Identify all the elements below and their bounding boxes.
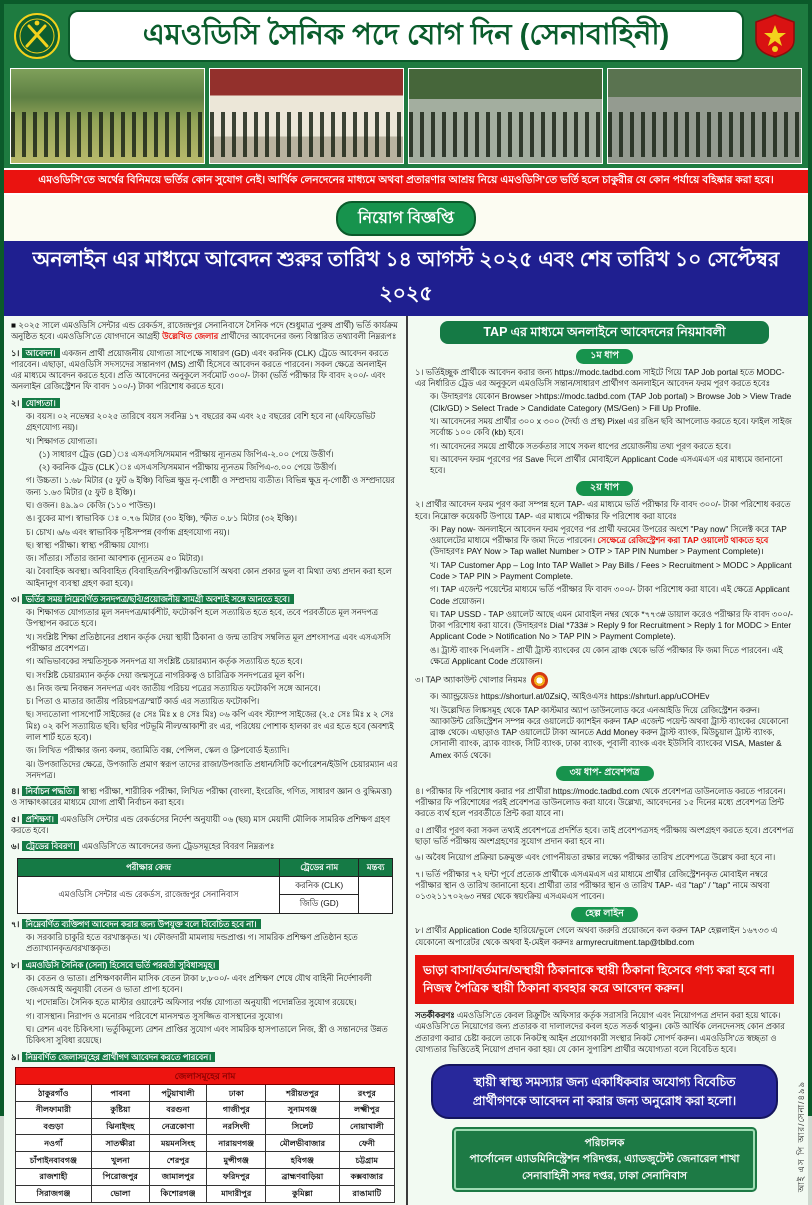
- district-cell: ঝিনাইদহ: [91, 1118, 149, 1135]
- table-row: [15, 1101, 394, 1118]
- district-cell: ভোলা: [91, 1185, 149, 1202]
- district-cell: পিরোজপুর: [91, 1169, 149, 1186]
- signature-box: [454, 1129, 754, 1190]
- photo-soldiers-training-field: [10, 68, 205, 164]
- rule-3-text: ৩। TAP অ্যাকাউন্ট খোলার নিয়মঃ: [415, 674, 527, 685]
- district-cell: রংপুর: [339, 1085, 395, 1102]
- district-cell: সাতক্ষীরা: [91, 1135, 149, 1152]
- step-2-pill: ২য় ধাপ: [576, 481, 633, 496]
- section-6-trades: [11, 841, 399, 914]
- section-5-training: [11, 814, 399, 837]
- district-cell: ঢাকা: [207, 1085, 266, 1102]
- signature-directorate: পার্সোনেল এ্যাডমিনিস্ট্রেশন পরিদপ্তর, এ্যাডজুটেন্ট জেনারেল শাখা: [469, 1153, 740, 1166]
- district-cell: লক্ষ্মীপুর: [339, 1101, 395, 1118]
- table-row: [15, 1135, 394, 1152]
- district-cell: নীলফামারী: [15, 1101, 91, 1118]
- section-title: নির্বাচন পদ্ধতি।: [22, 786, 79, 796]
- signature-headquarters: সেনাবাহিনী সদর দপ্তর, ঢাকা সেনানিবাস: [522, 1169, 687, 1182]
- eligibility-item: জ। সাঁতার। সাঁতার জানা আবশ্যক (ন্যূনতম ৫০ মিটার)।: [26, 553, 204, 564]
- document-item: জ। লিখিত পরীক্ষার জন্য কলম, জ্যামিতি বক্স, পেন্সিল, স্কেল ও ক্লিপবোর্ড ইত্যাদি।: [26, 745, 290, 756]
- section-body: এমওডিসি'তে আবেদনের জন্য ট্রেডসমূহের বিবরণ নিম্নরূপঃ: [81, 841, 275, 852]
- table-row: [15, 1185, 394, 1202]
- district-cell: রাঙামাটি: [339, 1185, 395, 1202]
- district-cell: সুনামগঞ্জ: [266, 1101, 339, 1118]
- rule-2-subitem: ঘ। TAP USSD - TAP ওয়ালেট আছে এমন মোবাইল নম্বর থেকে *৭৭৩# ডায়াল করেও পরীক্ষার ফি বাবদ ৩০০/- টাকা পরিশোধ করা যাবে। (উদাহরণঃ Dial *733# > Reply 9 for Recruitment > Reply 1 for MODC > Enter Applicant Code > Notification No > TAP PIN > Payment Complete).: [430, 608, 793, 642]
- exam-center-cell: এমওডিসি সেন্টার এন্ড রেকর্ডস, রাজেন্দ্রপুর সেনানিবাস: [17, 876, 279, 913]
- rule-1-subitem: খ। আবেদনের সময় প্রার্থীর ৩০০ x ৩০০ (দৈর্ঘ্য ও প্রস্থ) Pixel এর রঙিন ছবি আপলোড করতে হবে। ফাইল সাইজ সর্বোচ্চ ১০০ কেবি (kb) হবে।: [430, 416, 792, 438]
- paynow-example: (উদাহরণঃ PAY Now > Tap wallet Number > OTP > TAP PIN Number > Payment Complete)।: [430, 546, 764, 557]
- eligibility-item: ঘ। ওজন। ৪৯.৯০ কেজি (১১০ পাউন্ড)।: [26, 499, 156, 510]
- page-title-box: [68, 10, 744, 62]
- eligibility-item: ঝ। বৈবাহিক অবস্থা। অবিবাহিত (বিবাহিত/বিপত্নীক/ডিভোর্সি অথবা কোন প্রকার ভুল বা মিথ্যা তথ্য প্রদান করা হলে আইনানুগ ব্যবস্থা গ্রহণ করা হবে)।: [26, 566, 392, 588]
- district-table-header: জেলাসমূহের নাম: [15, 1067, 394, 1084]
- district-cell: মুন্সীগঞ্জ: [207, 1152, 266, 1169]
- photo-soldiers-parade-formation: [408, 68, 603, 164]
- eligibility-item: ছ। স্বাস্থ্য পরীক্ষা। স্বাস্থ্য পরীক্ষায় যোগ্য।: [26, 539, 149, 550]
- district-cell: বগুড়া: [15, 1118, 91, 1135]
- body-columns: [4, 316, 808, 1205]
- benefit-item: খ। পদোন্নতি। সৈনিক হতে মাস্টার ওয়ারেন্ট অফিসার পর্যন্ত যোগ্যতা অনুযায়ী পদোন্নতির সুযোগ রয়েছে।: [26, 997, 357, 1008]
- education-items: [11, 449, 399, 474]
- section-9-districts: [11, 1052, 399, 1203]
- table-row: [15, 1169, 394, 1186]
- section-title: যোগ্যতা।: [22, 398, 60, 408]
- education-item: (১) সাধারণ ট্রেড (GD)ঃ এসএসসি/সমমান পরীক্ষায় ন্যূনতম জিপিএ-২.০০ পেয়ে উত্তীর্ণ।: [39, 448, 334, 459]
- health-ineligibility-blue-box: স্থায়ী স্বাস্থ্য সমস্যার জন্য একাধিকবার অযোগ্য বিবেচিত প্রার্থীগণকে আবেদন না করার জন্য অনুরোধ করা হলো।: [431, 1064, 777, 1119]
- section-number: ৯।: [11, 1051, 20, 1062]
- district-cell: মৌলভীবাজার: [266, 1135, 339, 1152]
- document-items: [11, 607, 399, 781]
- section-2-eligibility: [11, 398, 399, 589]
- section-number: ২।: [11, 397, 20, 408]
- district-cell: হবিগঞ্জ: [266, 1152, 339, 1169]
- rule-3-subitems: [415, 691, 794, 761]
- district-cell: পাবনা: [91, 1085, 149, 1102]
- section-title-bar: এমওডিসি সৈনিক (সেনা) হিসেবে ভর্তি পরবর্তী সুবিধাসমূহ।: [22, 960, 220, 970]
- document-item: গ। অভিভাবকের সম্মতিসূচক সনদপত্র যা সংশ্লিষ্ট চেয়ারম্যান কর্তৃক সত্যায়িত হতে হবে।: [26, 656, 303, 667]
- rule-7: ৭। ভর্তি পরীক্ষার ৭২ ঘন্টা পূর্বে প্রত্যেক প্রার্থীকে এসএমএস এর মাধ্যমে প্রার্থীর রেজিস্ট্রেশনকৃত মোবাইল নম্বরে পরীক্ষার স্থান ও তারিখ জানানো হবে। প্রার্থীরা তার পরীক্ষার স্থান ও তারিখ TAP- এর "tap" / "tap" নামে অথবা ০১৩২১১৭০২৬৩ নম্বর থেকে স্বয়ংক্রিয় এসএমএস পাবেন।: [415, 868, 770, 902]
- caution-paragraph: [415, 1010, 794, 1055]
- eligibility-items-2: [11, 475, 399, 589]
- table-row: [15, 1152, 394, 1169]
- district-cell: সিলেট: [266, 1118, 339, 1135]
- benefit-item: ক। বেতন ও ভাতা। প্রশিক্ষণকালীন মাসিক বেতন টাকা ৮,৮০০/- এবং প্রশিক্ষণ শেষে যৌথ বাহিনী নির্দেশাবলী জেএসআই অনুযায়ী বেতন ও ভাতা প্রাপ্য হবেন।: [26, 972, 372, 995]
- document-item: ঝ। উপজাতিদের ক্ষেত্রে, উপজাতি প্রমাণ স্বরূপ তাদের রাজা/উপজাতি প্রধান/সিটি কর্পোরেশন/ইউপি চেয়ারম্যান এর সনদপত্র।: [26, 758, 398, 780]
- section-number: ৩।: [11, 593, 20, 604]
- rule-3-subitem: খ। উল্লেখিত লিঙ্কসমূহ থেকে TAP কাস্টমার অ্যাপ ডাউনলোড করে এনআইডি দিয়ে রেজিস্ট্রেশন করুন। অ্যাকাউন্ট রেজিস্ট্রেশন সম্পন্ন করে ওয়ালেটে ক্যাশইন করুন TAP এজেন্ট পয়েন্ট অথবা ট্রাস্ট ব্যাংকের যেকোনো ব্রাঞ্চ থেকে। এছাড়াও TAP ওয়ালেটে টাকা আনতে Add Money করুন ট্রাস্ট ব্যাংক, মিউচুয়াল ট্রাস্ট ব্যাংক, সোনালী ব্যাংক, ব্র্যাক ব্যাংক, সিটি ব্যাংক, ঢাকা ব্যাংক, পূবালী ব্যাংক এবং ইউসিবি ব্যাংকের VISA, Master & Amex কার্ড থেকে।: [430, 704, 789, 760]
- district-cell: ফরিদপুর: [207, 1169, 266, 1186]
- section-7-ineligible: [11, 919, 399, 955]
- document-item: চ। পিতা ও মাতার জাতীয় পরিচয়পত্র/স্মার্ট কার্ড এর সত্যায়িত ফটোকপি।: [26, 696, 260, 707]
- helpline-pill: হেল্প লাইন: [571, 907, 638, 922]
- rule-4: ৪। পরীক্ষার ফি পরিশোধ করার পর প্রার্থীরা https://modc.tadbd.com থেকে প্রবেশপত্র ডাউনলোড করতে পারবেন। পরীক্ষার ফি পরিশোধের পরই প্রবেশপত্র ডাউনলোড করা যাবে। উল্লেখ্য, আবেদনের ১৫ দিনের মধ্যে প্রবেশপত্র প্রিন্ট করতে ব্যর্থ হলে পরবর্তীতে প্রিন্ট করা যাবে না।: [415, 785, 786, 819]
- section-title: ট্রেডের বিবরণ।: [22, 841, 80, 851]
- photo-strip: [4, 68, 808, 168]
- right-column: [406, 316, 808, 1205]
- district-cell: গাজীপুর: [207, 1101, 266, 1118]
- remark-cell: [359, 876, 393, 913]
- section-title: প্রশিক্ষণ।: [22, 814, 58, 824]
- eligibility-item: গ। উচ্চতা। ১.৬৮ মিটার (৫ ফুট ৬ ইঞ্চি) বিভিন্ন ক্ষুদ্র নৃ-গোষ্ঠী ও সম্প্রদায় ব্যতীত। বিভিন্ন ক্ষুদ্র নৃ-গোষ্ঠী ও সম্প্রদায়ের জন্য ১.৬৩ মিটার (৫ ফুট ৪ ইঞ্চি)।: [26, 475, 395, 497]
- rule-1: ১। ভর্তিইচ্ছুক প্রার্থীকে আবেদন করার জন্য https://modc.tadbd.com সাইটে গিয়ে TAP Job portal হতে MODC-এর নির্ধারিত ট্রেড এর অনুকূলে এমওডিসি সন্তান/সাধারণ প্রার্থীগণ অনলাইনে আবেদন ফরম পূরণ করতে হবেঃ: [415, 366, 785, 389]
- caution-label: সতর্কীকরণঃ: [415, 1010, 455, 1021]
- army-red-crest-icon: [752, 13, 798, 59]
- section-title-bar: নিম্নেবর্ণিত ব্যক্তিগণ আবেদন করার জন্য উপযুক্ত বলে বিবেচিত হবে না।: [22, 919, 261, 929]
- trade-table: [17, 858, 393, 914]
- section-number: ৭।: [11, 918, 20, 929]
- trade-cell-clk: করনিক (CLK): [280, 876, 359, 894]
- rule-2-subitem: গ। TAP এজেন্ট পয়েন্টের মাধ্যমে ভর্তি পরীক্ষার ফি বাবদ ৩০০/- টাকা পরিশোধ করা যাবে। এই ক্ষেত্রে Applicant Code প্রয়োজন।: [430, 584, 790, 606]
- district-cell: বরগুনা: [149, 1101, 207, 1118]
- recruitment-notice-pill: নিয়োগ বিজ্ঞপ্তি: [336, 201, 476, 236]
- permanent-address-red-notice: ভাড়া বাসা/বর্তমান/অস্থায়ী ঠিকানাকে স্থায়ী ঠিকানা হিসেবে গণ্য করা হবে না। নিজস্ব পৈত্রিক স্থায়ী ঠিকানা ব্যবহার করে আবেদন করুন।: [415, 955, 794, 1004]
- district-cell: খুলনা: [91, 1152, 149, 1169]
- section-number: ১।: [11, 347, 20, 358]
- benefit-item: ঘ। রেশন এবং চিকিৎসা। ভর্তুকিমূল্যে রেশন প্রাপ্তির সুযোগ এবং সামরিক হাসপাতালে নিজ, স্ত্রী ও সন্তানদের উন্নত চিকিৎসা সুবিধা রয়েছে।: [26, 1024, 388, 1046]
- ineligible-items-line: ক। সরকারি চাকুরি হতে বরখাস্তকৃত। খ। ফৌজদারী মামলায় দন্ডপ্রাপ্ত। গ। সামরিক প্রশিক্ষণ প্রতিষ্ঠান হতে প্রত্যাখ্যানকৃত/বরখাস্তকৃত।: [26, 932, 358, 954]
- district-cell: নওগাঁ: [15, 1135, 91, 1152]
- army-crossed-swords-emblem-icon: [14, 13, 60, 59]
- trade-cell-gd: জিডি (GD): [280, 895, 359, 913]
- section-body: একজন প্রার্থী প্রয়োজনীয় যোগ্যতা সাপেক্ষে সাধারণ (GD) এবং করনিক (CLK) ট্রেডে আবেদন করতে পারবেন। এছাড়া, এমওডিসি সদস্যদের সন্তানগণ (MS) প্রার্থী হিসেবে আবেদন করতে পারবেন। সকল ক্ষেত্রে অনলাইন এর মাধ্যমে আবেদন করতে হবে। প্রতি আবেদনের অনুকূলে সর্বমোট ৩০০/- টাকা (ভর্তি পরীক্ষার ফি বাবদ ২০০/- এবং অনলাইন রেজিস্ট্রেশন ফি বাবদ ১০০/-) টাকা পরিশোধ করতে হবে।: [11, 347, 389, 392]
- rule-2-subitem: খ। TAP Customer App – Log Into TAP Wallet > Pay Bills / Fees > Recruitment > MODC > Applicant Code > TAP PIN > Payment Complete.: [430, 559, 792, 582]
- table-row: [15, 1085, 394, 1102]
- tap-logo-icon: [531, 672, 548, 689]
- section-number: ৪।: [11, 786, 20, 797]
- rule-3: [415, 672, 794, 689]
- district-table: [15, 1067, 395, 1203]
- section-body: এমওডিসি সেন্টার এন্ড রেকর্ডসের নির্দেশ অনুযায়ী ০৬ (ছয়) মাস মেয়াদী মৌলিক সামরিক প্রশিক্ষণ গ্রহণ করতে হবে।: [11, 813, 390, 835]
- rule-1-subitem: গ। আবেদনের সময়ে প্রার্থীকে সতর্কতার সাথে সকল ধাপের প্রয়োজনীয় তথ্য পূরণ করতে হবে।: [430, 440, 731, 451]
- section-1-application: [11, 348, 399, 393]
- rule-1-subitem: ঘ। আবেদন ফরম পূরণের পর Save দিলে প্রার্থীর মোবাইলে Applicant Code এসএমএস এর মাধ্যমে জানানো হবে।: [430, 453, 783, 476]
- rule-2-paynow: [415, 524, 794, 558]
- benefit-items: [11, 973, 399, 1047]
- ispr-reference-note: আই এস পি আর/সেনা/৪৯৯: [796, 1081, 807, 1193]
- intro-bullet: ■: [11, 320, 17, 330]
- district-cell: রাজশাহী: [15, 1169, 91, 1186]
- rule-1-subitems: [415, 391, 794, 476]
- intro-text-highlight: উল্লেখিত জেলার: [162, 331, 219, 342]
- rule-6: ৬। অবৈধ নিয়োগ প্রক্রিয়া চক্রমুক্ত এবং গোপনীয়তা রক্ষার লক্ষ্যে পরীক্ষার তারিখ প্রবেশপত্রে উল্লেখ করা হবে না।: [415, 852, 776, 863]
- tap-instructions-title: TAP এর মাধ্যমে অনলাইনে আবেদনের নিয়মাবলী: [440, 321, 768, 344]
- district-cell: শরীয়তপুর: [266, 1085, 339, 1102]
- step-1-pill: ১ম ধাপ: [576, 349, 633, 364]
- eligibility-items: [11, 411, 399, 447]
- caution-body: এমওডিসি'তে কেবল রিক্রুটিং অফিসার কর্তৃক সরাসরি নিয়োগ এবং নিয়োগপত্র প্রদান করা হয়ে থাকে। এমওডিসি'তে নিয়োগের জন্য প্রতারক বা দালালদের কবল হতে সতর্ক থাকুন। কেউ আর্থিক লেনদেনসহ কোন প্রকার প্রতারণা করার চেষ্টা করলে তাকে নিকটস্থ আইন প্রয়োগকারী সংস্থার নিকট সোপর্দ করুন। এমওডিসি'তে স্বচ্ছতা ও যোগ্যতার ভিত্তিতেই নিয়োগ প্রদান করা হয়। যে কোন সুপারিশ প্রার্থীর অযোগ্যতা বলে বিবেচিত হবে।: [415, 1010, 785, 1054]
- district-cell: নারায়ণগঞ্জ: [207, 1135, 266, 1152]
- trade-table-header-trade: ট্রেডের নাম: [280, 858, 359, 876]
- district-cell: চট্টগ্রাম: [339, 1152, 395, 1169]
- header: [4, 4, 808, 68]
- paynow-text: ক। Pay now- অনলাইনে আবেদন ফরম পূরণের পর প্রার্থী ফরমের উপরের অংশে "Pay now" সিলেক্ট করে TAP ওয়ালেটের মাধ্যমে পরীক্ষার ফি জমা দিতে পারবেন।: [430, 523, 787, 546]
- intro-paragraph: [11, 320, 399, 343]
- benefit-item: গ। বাসস্থান। নিরাপদ ও মনোরম পরিবেশে মানসম্মত সুসজ্জিত বাসস্থানের সুযোগ।: [26, 1010, 283, 1021]
- photo-soldiers-marching: [607, 68, 802, 164]
- eligibility-item: চ। চোখ। ৬/৬ এবং স্বাভাবিক দৃষ্টিসম্পন্ন (বর্ণান্ধ গ্রহণযোগ্য নয়)।: [26, 526, 230, 537]
- district-cell: মাদারীপুর: [207, 1185, 266, 1202]
- section-body: স্বাস্থ্য পরীক্ষা, শারীরিক পরীক্ষা, লিখিত পরীক্ষা (বাংলা, ইংরেজি, গণিত, সাধারণ জ্ঞান ও বুদ্ধিমত্তা) ও সাক্ষাৎকারের মাধ্যমে যোগ্য প্রার্থী নির্বাচন করা হবে।: [11, 786, 392, 808]
- section-number: ৫।: [11, 813, 20, 824]
- district-cell: শেরপুর: [149, 1152, 207, 1169]
- section-number: ৮।: [11, 959, 20, 970]
- intro-text-post: প্রার্থীদের আবেদনের জন্য বিস্তারিত তথ্যাবলী নিম্নরূপঃ: [218, 331, 397, 342]
- anti-fraud-warning-banner: এমওডিসি'তে অর্থের বিনিময়ে ভর্তির কোন সুযোগ নেই। আর্থিক লেনদেনের মাধ্যমে অথবা প্রতারণার আশ্রয় নিয়ে এমওডিসি'তে ভর্তি হলে চাকুরীর যে কোন পর্যায়ে বহিষ্কার করা হবে।: [4, 168, 808, 195]
- rule-3-subitem: ক। অ্যান্ড্রয়েডঃ https://shorturl.at/0ZsiQ, আইওএসঃ https://shrturl.app/uCOHEv: [430, 691, 710, 702]
- application-dates-banner: অনলাইন এর মাধ্যমে আবেদন শুরুর তারিখ ১৪ আগস্ট ২০২৫ এবং শেষ তারিখ ১০ সেপ্টেম্বর ২০২৫: [4, 241, 808, 316]
- eligibility-item: খ। শিক্ষাগত যোগ্যতা।: [26, 435, 98, 446]
- rule-1-subitem: ক। উদাহরণঃ যেকোন Browser >https://modc.tadbd.com (TAP Job portal) > Browse Job > View Trade (Clk/GD) > Select Trade > Candidate Category (MS/Gen) > Fill Up Profile.: [430, 391, 792, 413]
- district-cell: সিরাজগঞ্জ: [15, 1185, 91, 1202]
- education-item: (২) করনিক ট্রেড (CLK)ঃ এসএসসি/সমমান পরীক্ষায় ন্যূনতম জিপিএ-৩.০০ পেয়ে উত্তীর্ণ।: [39, 462, 337, 473]
- step-3-pill: ৩য় ধাপ- প্রবেশপত্র: [556, 766, 654, 781]
- trade-table-header-center: পরীক্ষার কেন্দ্র: [17, 858, 279, 876]
- table-row: [15, 1118, 394, 1135]
- district-cell: ময়মনসিংহ: [149, 1135, 207, 1152]
- rule-5: ৫। প্রার্থীর পূরণ করা সকল তথ্যই প্রবেশপত্রে প্রদর্শিত হবে। তাই প্রবেশপত্রসহ পরীক্ষায় অংশগ্রহণ করতে হবে। প্রবেশপত্র ছাড়া ভর্তি পরীক্ষায় অংশগ্রহণের সুযোগ প্রদান করা হবে না।: [415, 824, 794, 846]
- eligibility-item: ক। বয়স। ০২ নভেম্বর ২০২৫ তারিখে বয়স সর্বনিম্ন ১৭ বছরের কম এবং ২৫ বছরের বেশি হবে না (এফিডেভিট গ্রহণযোগ্য নয়)।: [26, 410, 376, 433]
- rule-2-subitem: ঙ। ট্রাস্ট ব্যাংক পিএলসি - প্রার্থী ট্রাস্ট ব্যাংকের যে কোন ব্রাঞ্চ থেকে ভর্তি পরীক্ষার ফি জমা দিতে পারবেন। এই ক্ষেত্রে Applicant Code প্রয়োজন।: [430, 644, 783, 666]
- district-cell: নরসিংদী: [207, 1118, 266, 1135]
- district-cell: নোয়াখালী: [339, 1118, 395, 1135]
- notice-band: [4, 195, 808, 241]
- rule-8: ৮। প্রার্থীর Application Code হারিয়ে/ভুলে গেলে অথবা জরুরি প্রয়োজনে কল করুন TAP হেল্পলাইন ১৬৭৩৩ এ যেকোনো অপারেটর থেকে অথবা ই-মেইল করুনঃ armyrecruitment.tap@tblbd.com: [415, 925, 778, 947]
- district-cell: ব্রাহ্মণবাড়িয়া: [266, 1169, 339, 1186]
- district-cell: ফেনী: [339, 1135, 395, 1152]
- photo-soldiers-saluting-building: [209, 68, 404, 164]
- eligibility-item: ঙ। বুকের মাপ। স্বাভাবিক ঃ ০.৭৬ মিটার (৩০ ইঞ্চি), স্ফীত ০.৮১ মিটার (৩২ ইঞ্চি)।: [26, 513, 297, 524]
- section-number: ৬।: [11, 841, 20, 852]
- section-8-benefits: [11, 960, 399, 1047]
- district-cell: কক্সবাজার: [339, 1169, 395, 1186]
- section-title-bar: ভর্তির সময় নিম্নেবর্ণিত সনদপত্র/ছবি/প্রয়োজনীয় সামগ্রী অবশ্যই সঙ্গে আনতে হবে।: [22, 594, 294, 604]
- district-cell: জামালপুর: [149, 1169, 207, 1186]
- district-cell: চাঁপাইনবাবগঞ্জ: [15, 1152, 91, 1169]
- district-cell: নেত্রকোণা: [149, 1118, 207, 1135]
- document-item: ছ। সদ্যতোলা পাসপোর্ট সাইজের (৫ সেঃ মিঃ x ৪ সেঃ মিঃ) ০৬ কপি এবং স্ট্যাম্প সাইজের (২.৫ সেঃ মিঃ x ২ সেঃ মিঃ) ০২ কপি সত্যায়িত ছবি। ছবির পটভূমি নীল/আকাশী রং এর, পরিধেয় পোশাক হালকা রং এর হতে হবে (অবশ্যই লাল শার্ট হতে হবে)।: [26, 709, 394, 742]
- district-cell: কিশোরগঞ্জ: [149, 1185, 207, 1202]
- section-title: আবেদন।: [22, 348, 60, 358]
- rule-2-subitems: [415, 560, 794, 668]
- signature-role: পরিচালক: [584, 1137, 625, 1150]
- rule-2: ২। প্রার্থীর আবেদন ফরম পূরণ করা সম্পন্ন হলে TAP- এর মাধ্যমে ভর্তি পরীক্ষার ফি বাবদ ৩০০/- টাকা পরিশোধ করতে হবে। নিম্নোক্ত কয়েকটি উপায়ে TAP- এর মাধ্যমে পরীক্ষার ফি পরিশোধ করা যাবেঃ: [415, 499, 791, 521]
- district-cell: ঠাকুরগাঁও: [15, 1085, 91, 1102]
- district-cell: কুমিল্লা: [266, 1185, 339, 1202]
- trade-table-header-remark: মন্তব্য: [359, 858, 393, 876]
- document-item: ঙ। নিজ জন্ম নিবন্ধন সনদপত্র এবং জাতীয় পরিচয় পত্রের সত্যায়িত ফটোকপি সঙ্গে আনবে।: [26, 682, 321, 693]
- section-4-selection: [11, 786, 399, 809]
- district-cell: কুষ্টিয়া: [91, 1101, 149, 1118]
- document-item: ক। শিক্ষাগত যোগ্যতার মূল সনদপত্র/মার্কশীট, ফটোকপি হলে সত্যায়িত হতে হবে, তবে পরবর্তীতে মূল সনদপত্র উপস্থাপন করতে হবে।: [26, 607, 378, 629]
- left-column: [4, 316, 406, 1205]
- intro-text-pre: ২০২৫ সালে এমওডিসি সেন্টার এন্ড রেকর্ডস, রাজেন্দ্রপুর সেনানিবাসে সৈনিক পদে (শুধুমাত্র পুরুষ প্রার্থী) ভর্তি কার্যক্রম অনুষ্ঠিত হবে। এমওডিসি'তে যোগদানে আগ্রহী: [11, 320, 398, 342]
- district-cell: পটুয়াখালী: [149, 1085, 207, 1102]
- document-item: খ। সংশ্লিষ্ট শিক্ষা প্রতিষ্ঠানের প্রধান কর্তৃক দেয়া স্থায়ী ঠিকানা ও জন্ম তারিখ সম্বলিত মূল প্রশংসাপত্র এবং এসএসসি পরীক্ষার প্রবেশপত্র।: [26, 631, 391, 654]
- page-title: এমওডিসি সৈনিক পদে যোগ দিন (সেনাবাহিনী): [142, 18, 670, 51]
- paynow-red-note: সেক্ষেত্রে রেজিস্ট্রেশন করা TAP ওয়ালেট থাকতে হবে: [597, 535, 769, 546]
- section-title-bar: নিম্নবর্ণিত জেলাসমূহের প্রার্থীগণ আবেদন করতে পারবেন।: [22, 1052, 216, 1062]
- document-item: ঘ। সংশ্লিষ্ট চেয়ারম্যান কর্তৃক দেয়া জন্মসূত্রে নাগরিকত্ব ও চারিত্রিক সনদপত্রের মূল কপি।: [26, 669, 305, 680]
- section-3-documents: [11, 594, 399, 781]
